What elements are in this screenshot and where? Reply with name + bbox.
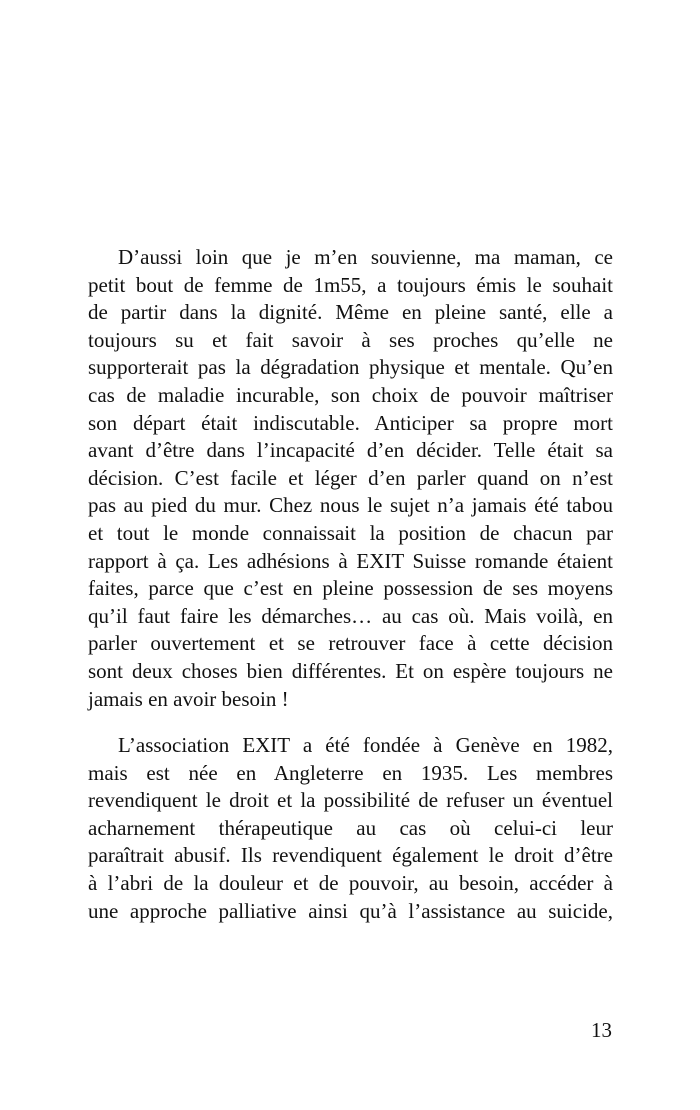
text-line: parler ouvertement et se retrouver face à cette décision (88, 631, 613, 656)
text-line: revendiquent le droit et la possibilité de refuser un éventuel (88, 788, 613, 813)
text-line: et tout le monde connaissait la position de chacun par (88, 520, 613, 545)
text-line: sont deux choses bien différentes. Et on espère toujours ne (88, 658, 613, 683)
text-line: son départ était indiscutable. Anticiper sa propre mort (88, 410, 613, 435)
text-line: paraîtrait abusif. Ils revendiquent également le droit d’être (88, 843, 613, 868)
text-line: D’aussi loin que je m’en souvienne, ma maman, ce (118, 245, 613, 269)
text-line: L’association EXIT a été fondée à Genève en 1982, (118, 733, 613, 757)
text-line: supporterait pas la dégradation physique et mentale. Qu’en (88, 355, 613, 380)
text-line: à l’abri de la douleur et de pouvoir, au besoin, accéder à (88, 870, 613, 895)
text-line: rapport à ça. Les adhésions à EXIT Suisse romande étaient (88, 548, 613, 573)
text-line: décision. C’est facile et léger d’en parler quand on n’est (88, 465, 613, 490)
text-line: petit bout de femme de 1m55, a toujours émis le souhait (88, 272, 613, 297)
text-line: acharnement thérapeutique au cas où celui-ci leur (88, 815, 613, 840)
text-line: de partir dans la dignité. Même en pleine santé, elle a (88, 300, 613, 325)
paragraph-1 (88, 244, 613, 713)
text-line: avant d’être dans l’incapacité d’en décider. Telle était sa (88, 438, 613, 463)
text-line: pas au pied du mur. Chez nous le sujet n’a jamais été tabou (88, 493, 613, 518)
text-line: cas de maladie incurable, son choix de pouvoir maîtriser (88, 382, 613, 407)
paragraph-2 (88, 732, 613, 925)
page-number: 13 (591, 1018, 612, 1042)
text-line: toujours su et fait savoir à ses proches qu’elle ne (88, 327, 613, 352)
text-line: qu’il faut faire les démarches… au cas où. Mais voilà, en (88, 603, 613, 628)
text-line: mais est née en Angleterre en 1935. Les membres (88, 760, 613, 785)
text-line: faites, parce que c’est en pleine possession de ses moyens (88, 576, 613, 601)
text-line: jamais en avoir besoin ! (88, 686, 289, 711)
text-line: une approche palliative ainsi qu’à l’assistance au suicide, (88, 898, 613, 923)
